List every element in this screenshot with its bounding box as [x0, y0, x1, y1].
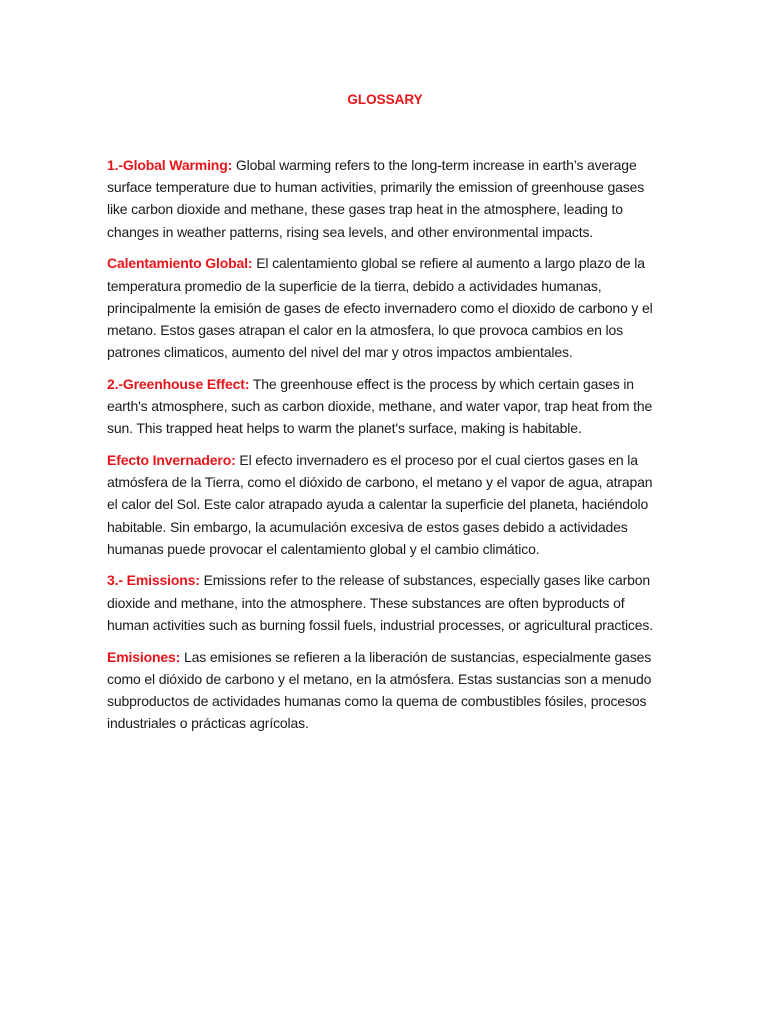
glossary-entry-efecto-invernadero: [107, 449, 663, 560]
glossary-list: [107, 154, 663, 744]
glossary-definition: El efecto invernadero es el proceso por el cual ciertos gases en la atmósfera de la Tierra, como el dióxido de carbono, el metano y el vapor de agua, atrapan el calor del Sol. Este calor atrapado ayuda a calentar la superficie del planeta, haciéndolo habitable. Sin embargo, la acumulación excesiva de estos gases debido a actividades humanas puede provocar el calentamiento global y el cambio climático.: [107, 451, 653, 557]
glossary-entry-global-warming: [107, 154, 663, 243]
glossary-term: Emisiones:: [107, 648, 181, 665]
glossary-entry-emissions: [107, 569, 663, 636]
glossary-term: 2.-Greenhouse Effect:: [107, 375, 250, 392]
glossary-definition: Las emisiones se refieren a la liberación de sustancias, especialmente gases como el dióxido de carbono y el metano, en la atmósfera. Estas sustancias son a menudo subproductos de actividades humanas como la quema de combustibles fósiles, procesos industriales o prácticas agrícolas.: [107, 648, 652, 732]
glossary-entry-greenhouse-effect: [107, 373, 663, 440]
glossary-definition: Global warming refers to the long-term increase in earth’s average surface temperature due to human activities, primarily the emission of greenhouse gases like carbon dioxide and methane, these gases trap heat in the atmosphere, leading to changes in weather patterns, rising sea levels, and other environmental impacts.: [107, 157, 645, 240]
glossary-term: Calentamiento Global:: [107, 255, 253, 272]
glossary-entry-calentamiento-global: [107, 252, 663, 363]
glossary-entry-emisiones: [107, 646, 663, 735]
glossary-term: Efecto Invernadero:: [107, 451, 236, 468]
glossary-term: 3.- Emissions:: [107, 572, 200, 589]
glossary-term: 1.-Global Warming:: [107, 157, 233, 173]
glossary-definition: El calentamiento global se refiere al aumento a largo plazo de la temperatura promedio de la superficie de la tierra, debido a actividades humanas, principalmente la emisión de gases de efecto invernadero como el dioxido de carbono y el metano. Estos gases atrapan el calor en la atmosfera, lo que provoca cambios en los patrones climaticos, aumento del nivel del mar y otros impactos ambientales.: [107, 255, 653, 361]
page-title: GLOSSARY: [347, 92, 423, 107]
glossary-definition: The greenhouse effect is the process by which certain gases in earth's atmosphere, such as carbon dioxide, methane, and water vapor, trap heat from the sun. This trapped heat helps to warm the planet's surface, making is habitable.: [107, 375, 653, 437]
glossary-definition: Emissions refer to the release of substances, especially gases like carbon dioxide and methane, into the atmosphere. These substances are often byproducts of human activities such as burning fossil fuels, industrial processes, or agricultural practices.: [107, 572, 654, 633]
